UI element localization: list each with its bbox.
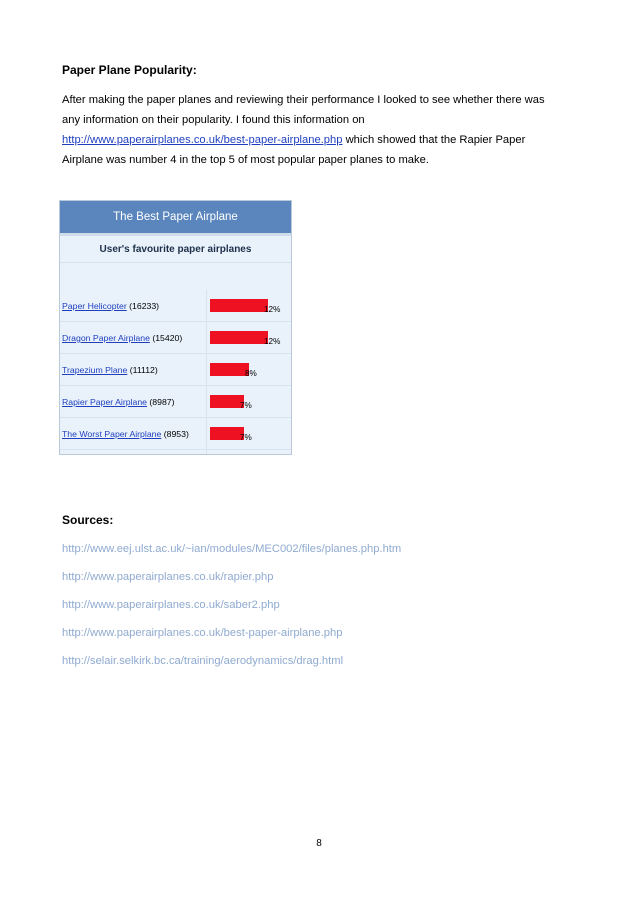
percentage-label: 8% xyxy=(245,369,257,378)
row-label xyxy=(62,301,159,311)
paragraph-line-3-rest: which showed that the Rapier Paper xyxy=(342,134,526,146)
airplane-name-link[interactable]: Paper Helicopter xyxy=(62,301,127,311)
row-label xyxy=(62,429,189,439)
chart-rows xyxy=(60,290,291,450)
popularity-bar xyxy=(210,299,268,312)
percentage-label: 12% xyxy=(264,305,281,314)
paragraph-line-4: Airplane was number 4 in the top 5 of most popular paper planes to make. xyxy=(62,154,429,166)
paragraph-line-3 xyxy=(62,130,582,150)
paragraph-line-2: any information on their popularity. I found this information on xyxy=(62,114,365,126)
percentage-label: 12% xyxy=(264,337,281,346)
popularity-bar xyxy=(210,363,249,376)
widget-subtitle: User's favourite paper airplanes xyxy=(60,236,291,263)
vote-count: (15420) xyxy=(149,333,183,343)
source-link[interactable]: http://selair.selkirk.bc.ca/training/aerodynamics/drag.html xyxy=(62,655,344,667)
percentage-label: 7% xyxy=(240,433,252,442)
airplane-name-link[interactable]: Rapier Paper Airplane xyxy=(62,397,147,407)
popularity-widget xyxy=(59,200,292,455)
airplane-name-link[interactable]: Dragon Paper Airplane xyxy=(62,333,150,343)
chart-row xyxy=(60,386,291,418)
popularity-bar xyxy=(210,331,268,344)
popularity-bar xyxy=(210,395,244,408)
source-link[interactable]: http://www.paperairplanes.co.uk/best-paper-airplane.php xyxy=(62,627,343,639)
section-heading: Paper Plane Popularity: xyxy=(62,63,197,77)
airplane-name-link[interactable]: The Worst Paper Airplane xyxy=(62,429,162,439)
chart-row xyxy=(60,322,291,354)
chart-row xyxy=(60,290,291,322)
row-label xyxy=(62,397,175,407)
intro-paragraph xyxy=(62,90,582,170)
vote-count: (11112) xyxy=(127,365,158,375)
percentage-label: 7% xyxy=(240,401,252,410)
paragraph-line-1: After making the paper planes and reviewing their performance I looked to see whether there was xyxy=(62,94,545,106)
popularity-bar xyxy=(210,427,244,440)
page-number: 8 xyxy=(316,838,322,849)
vote-count: (8953) xyxy=(161,429,189,439)
sources-heading: Sources: xyxy=(62,513,114,527)
row-label xyxy=(62,333,182,343)
source-link[interactable]: http://www.paperairplanes.co.uk/saber2.php xyxy=(62,599,280,611)
vote-count: (8987) xyxy=(147,397,175,407)
chart-row xyxy=(60,354,291,386)
source-link[interactable]: http://www.paperairplanes.co.uk/rapier.php xyxy=(62,571,274,583)
widget-title: The Best Paper Airplane xyxy=(60,201,291,236)
airplane-name-link[interactable]: Trapezium Plane xyxy=(62,365,128,375)
source-link[interactable]: http://www.eej.ulst.ac.uk/~ian/modules/MEC002/files/planes.php.htm xyxy=(62,543,402,555)
source-link[interactable]: http://www.paperairplanes.co.uk/best-paper-airplane.php xyxy=(62,134,343,146)
row-label xyxy=(62,365,158,375)
vote-count: (16233) xyxy=(126,301,160,311)
chart-row xyxy=(60,418,291,450)
